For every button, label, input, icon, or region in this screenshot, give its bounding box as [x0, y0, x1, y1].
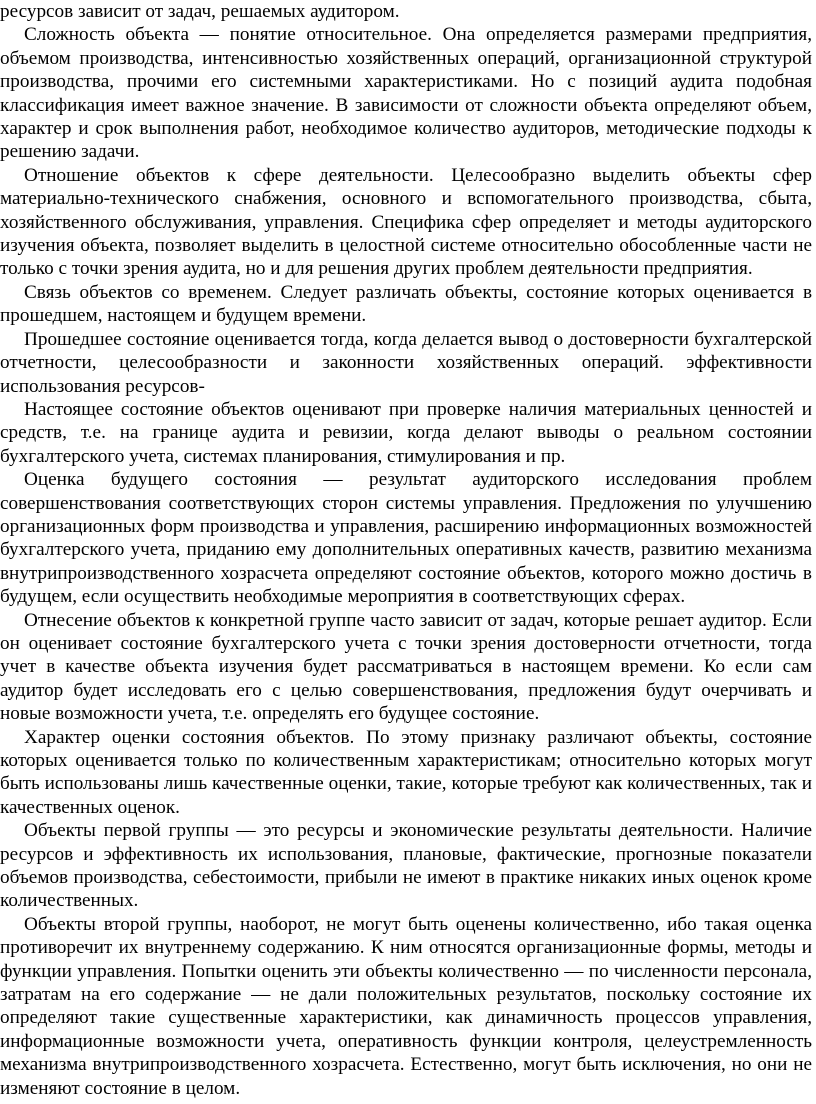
paragraph-sphere-of-activity: Отношение объектов к сфере деятельности. Целесообразно выделить объекты сфер материально-технического снабжения, основного и вспомогательного производства, сбыта, хозяйственного обслуживания, управления. Специфика сфер определяет и методы аудиторского изучения объекта, позволяет выделить в целостной системе относительно обособленные части не только с точки зрения аудита, но и для решения других проблем деятельности предприятия. [0, 164, 812, 280]
paragraph-future-state: Оценка будущего состояния — результат аудиторского исследования проблем совершенствования соответствующих сторон системы управления. Предложения по улучшению организационных форм производства и управления, расширению информационных возможностей бухгалтерского учета, приданию ему дополнительных оперативных качеств, развитию механизма внутрипроизводственного хозрасчета определяют состояние объектов, которого можно достичь в будущем, если осуществить необходимые мероприятия в соответствующих сферах. [0, 469, 812, 608]
paragraph-first-group: Объекты первой группы — это ресурсы и экономические результаты деятельности. Наличие ресурсов и эффективность их использования, плановые, фактические, прогнозные показатели объемов производства, себестоимости, прибыли не имеют в практике никаких иных оценок кроме количественных. [0, 820, 812, 912]
paragraph-time-relation: Связь объектов со временем. Следует различать объекты, состояние которых оценивается в прошедшем, настоящем и будущем времени. [0, 281, 812, 327]
paragraph-second-group: Объекты второй группы, наоборот, не могут быть оценены количественно, ибо такая оценка противоречит их внутреннему содержанию. К ним относятся организационные формы, методы и функции управления. Попытки оценить эти объекты количественно — по численности персонала, затратам на его содержание — не дали положительных результатов, поскольку состояние их определяют такие существенные характеристики, как динамичность процессов управления, информационные возможности учета, оперативность функции контроля, целеустремленность механизма внутрипроизводственного хозрасчета. Естественно, могут быть исключения, но они не изменяют состояние в целом. [0, 913, 812, 1099]
paragraph-object-complexity: Сложность объекта — понятие относительное. Она определяется размерами предприятия, объемом производства, интенсивностью хозяйственных операций, организационной структурой производства, прочими его системными характеристиками. Но с позиций аудита подобная классификация имеет важное значение. В зависимости от сложности объекта определяют объем, характер и срок выполнения работ, необходимое количество аудиторов, методические подходы к решению задачи. [0, 24, 812, 163]
paragraph-group-assignment: Отнесение объектов к конкретной группе часто зависит от задач, которые решает аудитор. Если он оценивает состояние бухгалтерского учета с точки зрения достоверности отчетности, тогда учет в качестве объекта изучения будет рассматриваться в настоящем времени. Ко если сам аудитор будет исследовать его с целью совершенствования, предложения будут очерчивать и новые возможности учета, т.е. определять его будущее состояние. [0, 609, 812, 725]
paragraph-evaluation-character: Характер оценки состояния объектов. По этому признаку различают объекты, состояние которых оценивается только по количественным характеристикам; относительно которых могут быть использованы лишь качественные оценки, такие, которые требуют как количественных, так и качественных оценок. [0, 726, 812, 818]
paragraph-past-state: Прошедшее состояние оценивается тогда, когда делается вывод о достоверности бухгалтерской отчетности, целесообразности и законности хозяйственных операций. эффективности использования ресурсов- [0, 328, 812, 397]
paragraph-present-state: Настоящее состояние объектов оценивают при проверке наличия материальных ценностей и средств, т.е. на границе аудита и ревизии, когда делают выводы о реальном состоянии бухгалтерского учета, системах планирования, стимулирования и пр. [0, 398, 812, 467]
paragraph-continuation: ресурсов зависит от задач, решаемых аудитором. [0, 1, 400, 22]
